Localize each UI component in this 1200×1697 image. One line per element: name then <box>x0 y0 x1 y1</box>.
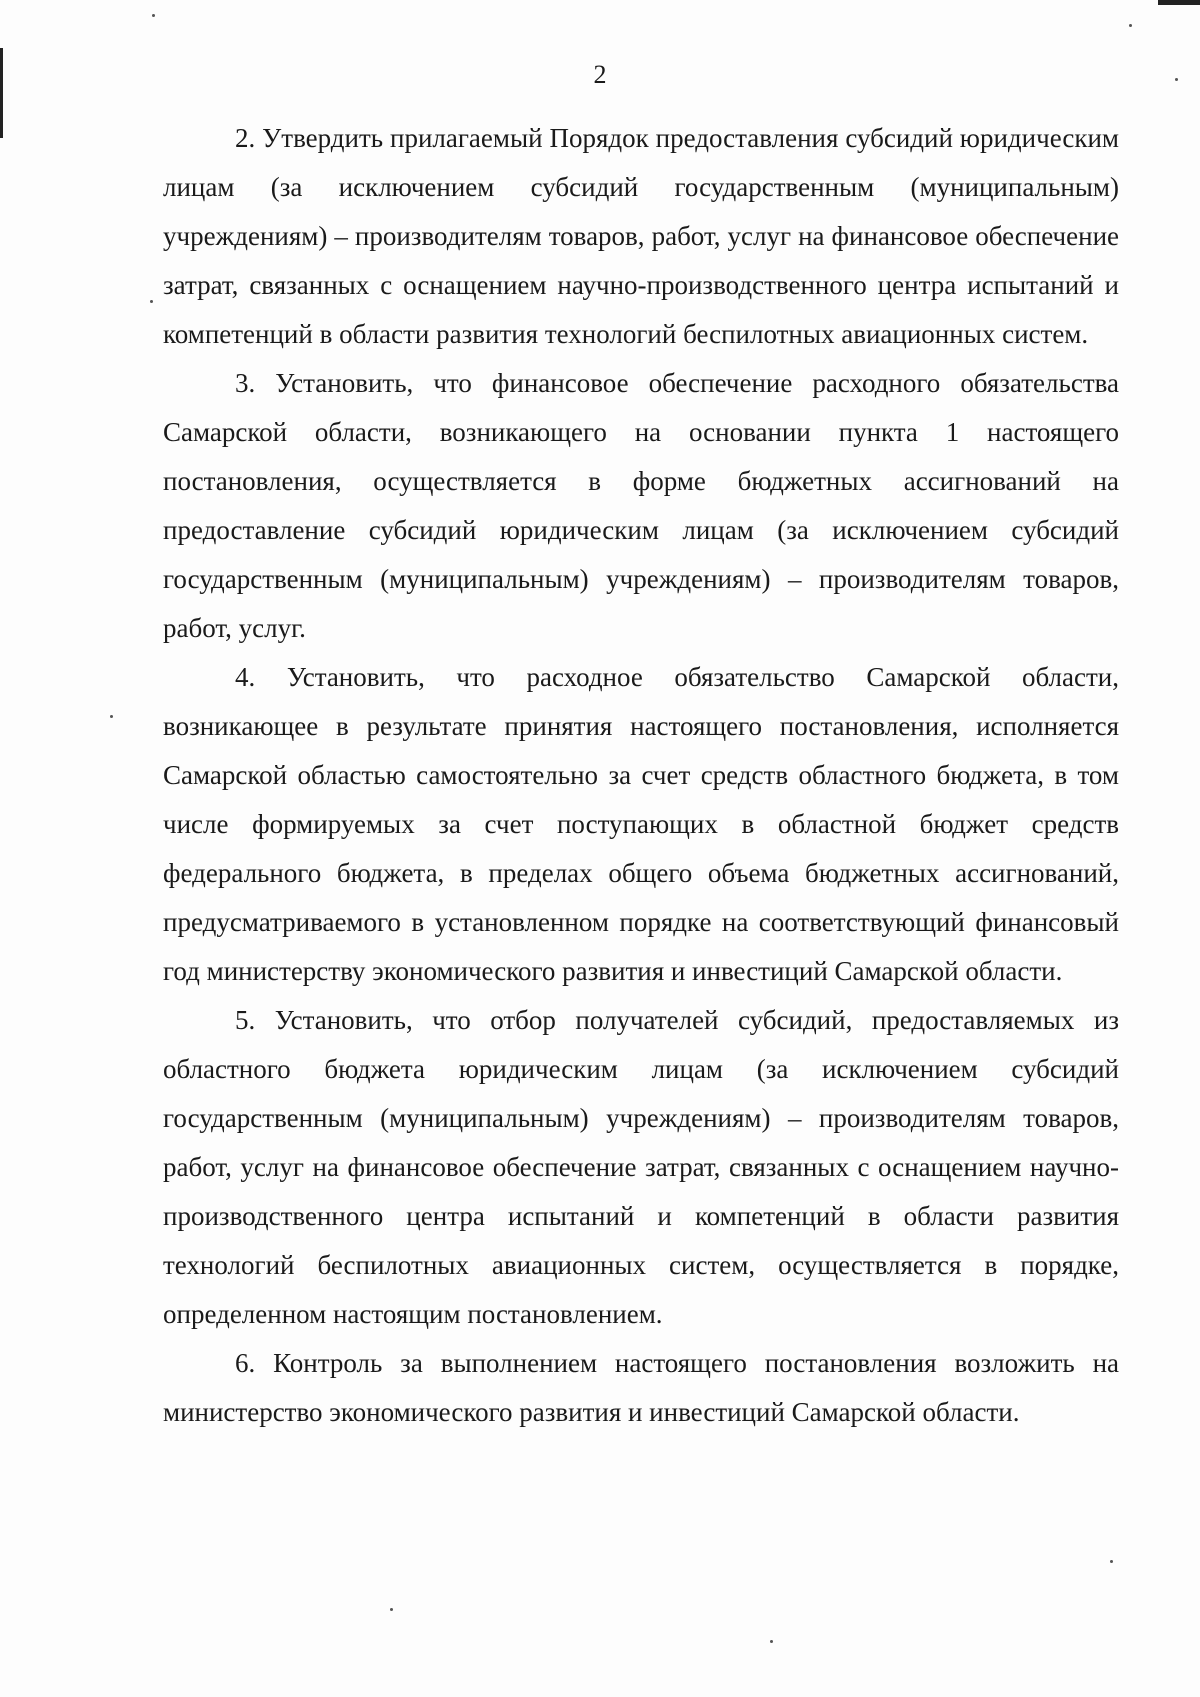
document-body <box>163 114 1119 1437</box>
scan-speck <box>390 1608 393 1611</box>
paragraph-3: 3. Установить, что финансовое обеспечение расходного обязательства Самарской области, возникающего на основании пункта 1 настоящего постановления, осуществляется в форме бюджетных ассигнований на предоставление субсидий юридическим лицам (за исключением субсидий государственным (муниципальным) учреждениям) – производителям товаров, работ, услуг. <box>163 368 1119 643</box>
scan-corner-mark <box>1158 0 1200 5</box>
paragraph-2: 2. Утвердить прилагаемый Порядок предоставления субсидий юридическим лицам (за исключением субсидий государственным (муниципальным) учреждениям) – производителям товаров, работ, услуг на финансовое обеспечение затрат, связанных с оснащением научно-производственного центра испытаний и компетенций в области развития технологий беспилотных авиационных систем. <box>163 123 1119 349</box>
scan-speck <box>1129 24 1132 27</box>
scan-speck <box>110 715 113 718</box>
scan-speck <box>1110 1560 1113 1563</box>
page-number: 2 <box>593 60 607 89</box>
paragraph-6: 6. Контроль за выполнением настоящего постановления возложить на министерство экономического развития и инвестиций Самарской области. <box>163 1348 1119 1427</box>
paragraph-4: 4. Установить, что расходное обязательство Самарской области, возникающее в результате принятия настоящего постановления, исполняется Самарской областью самостоятельно за счет средств областного бюджета, в том числе формируемых за счет поступающих в областной бюджет средств федерального бюджета, в пределах общего объема бюджетных ассигнований, предусматриваемого в установленном порядке на соответствующий финансовый год министерству экономического развития и инвестиций Самарской области. <box>163 662 1119 986</box>
paragraph-5: 5. Установить, что отбор получателей субсидий, предоставляемых из областного бюджета юридическим лицам (за исключением субсидий государственным (муниципальным) учреждениям) – производителям товаров, работ, услуг на финансовое обеспечение затрат, связанных с оснащением научно-производственного центра испытаний и компетенций в области развития технологий беспилотных авиационных систем, осуществляется в порядке, определенном настоящим постановлением. <box>163 1005 1119 1329</box>
scan-speck <box>152 14 155 17</box>
scan-speck <box>770 1640 773 1643</box>
scan-speck <box>150 300 153 303</box>
